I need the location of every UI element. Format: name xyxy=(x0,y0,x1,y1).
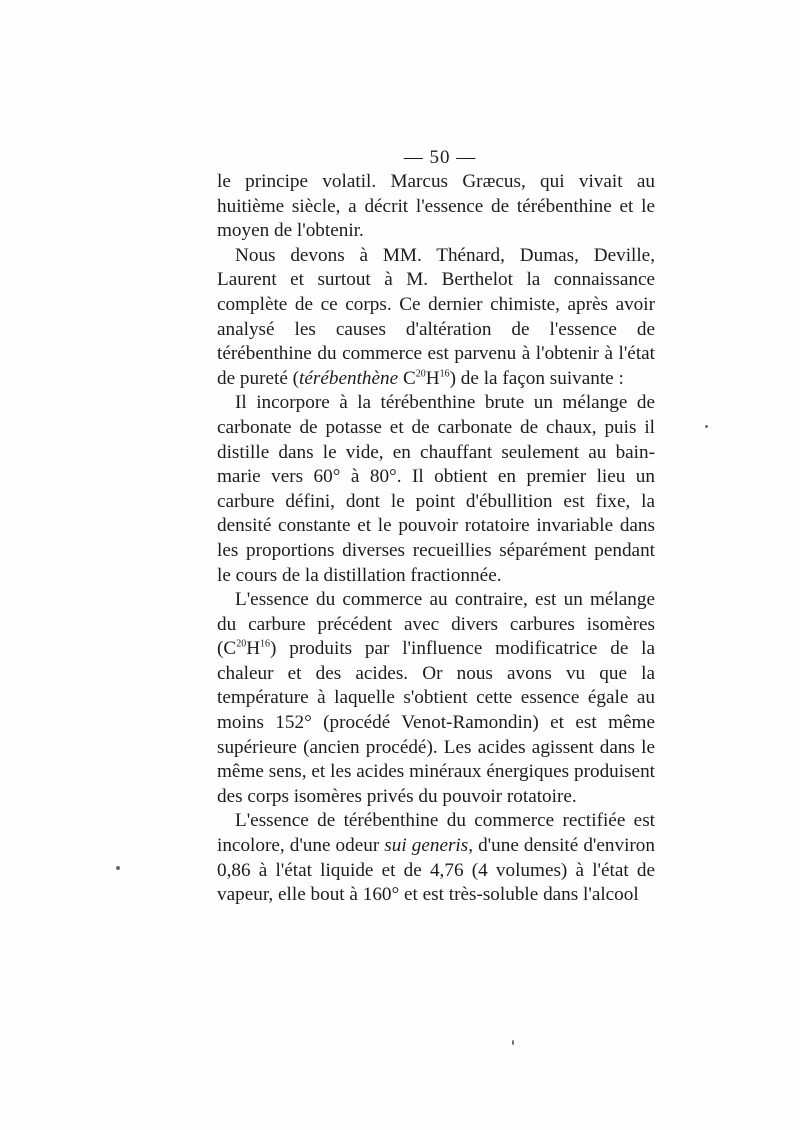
paper-speck xyxy=(705,425,708,428)
sui-generis-term: sui generis xyxy=(384,835,469,857)
paragraph-4 xyxy=(217,588,655,809)
paragraph-4-tail: ) produits par l'influence modificatrice de la chaleur et des acides. Or nous avons vu que la température à laquelle s'obtient cette essence égale au moins 152° (procédé Venot-Ramondin) et est même supérieure (ancien procédé). Les acides agissent dans le même sens, et les acides minéraux énergiques produisent des corps isomères privés du pouvoir rotatoire. xyxy=(217,638,655,807)
paragraph-5-text: L'essence de térébenthine du commerce rectifiée est incolore, d'une odeur xyxy=(217,810,655,857)
formula-carbon-count: 20 xyxy=(415,368,426,380)
paragraph-5 xyxy=(217,809,655,907)
page-number: — 50 — xyxy=(403,147,477,168)
formula-carbon-count-2: 20 xyxy=(236,638,247,650)
paragraph-2-text: Nous devons à MM. Thénard, Dumas, Deville, Laurent et surtout à M. Berthelot la connaissance complète de ce corps. Ce dernier chimiste, après avoir analysé les causes d'altération de l'essence de térébenthine du commerce est parvenu à l'obtenir à l'état de pureté ( xyxy=(217,244,655,389)
paper-speck xyxy=(116,866,120,870)
paragraph-2 xyxy=(217,244,655,392)
paragraph-1 xyxy=(217,170,655,244)
paragraph-4-text: L'essence du commerce au contraire, est un mélange du carbure précédent avec divers carbures isomères (C xyxy=(217,589,655,660)
paragraph-5-tail: , d'une densité d'environ 0,86 à l'état liquide et de 4,76 (4 volumes) à l'état de vapeur, elle bout à 160° et est très-soluble dans l'alcool xyxy=(217,835,655,906)
terebenthene-term: térébenthène xyxy=(299,367,399,389)
body-text xyxy=(217,170,655,908)
formula-hydrogen-2: H xyxy=(246,638,261,660)
formula-hydrogen-count-2: 16 xyxy=(260,638,271,650)
paragraph-2-tail: ) de la façon suivante : xyxy=(449,367,624,389)
paragraph-3-text: Il incorpore à la térébenthine brute un mélange de carbonate de potasse et de carbonate de chaux, puis il distille dans le vide, en chauffant seulement au bain-marie vers 60° à 80°. Il obtient en premier lieu un carbure défini, dont le point d'ébullition est fixe, la densité constante et le pouvoir rotatoire invariable dans les proportions diverses recueillies séparément pendant le cours de la distillation fractionnée. xyxy=(217,392,655,586)
formula-carbon: C xyxy=(398,367,416,389)
formula-hydrogen-count: 16 xyxy=(439,368,450,380)
paragraph-3 xyxy=(217,391,655,588)
paper-speck xyxy=(512,1040,514,1045)
paragraph-1-text: le principe volatil. Marcus Græcus, qui vivait au huitième siècle, a décrit l'essence de térébenthine et le moyen de l'obtenir. xyxy=(217,171,655,242)
formula-hydrogen: H xyxy=(425,367,440,389)
